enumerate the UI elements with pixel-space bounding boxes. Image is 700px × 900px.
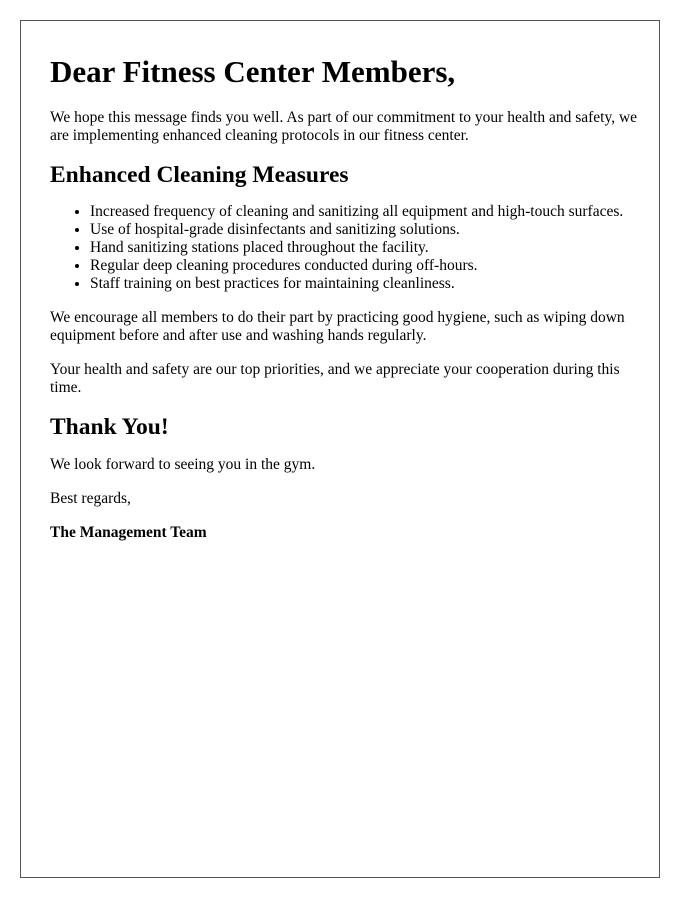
encourage-paragraph: We encourage all members to do their part by practicing good hygiene, such as wiping down equipment before and after use and washing hands regularly.: [50, 309, 625, 345]
list-item: • Regular deep cleaning procedures conducted during off-hours.: [90, 257, 640, 275]
closing-line: We look forward to seeing you in the gym.: [50, 455, 316, 473]
thanks-heading: Thank You!: [50, 414, 169, 441]
letter-content: [50, 53, 640, 558]
regards-line: Best regards,: [50, 489, 131, 507]
list-item: • Use of hospital-grade disinfectants and sanitizing solutions.: [90, 221, 640, 239]
signature: The Management Team: [50, 523, 207, 541]
priorities-paragraph: Your health and safety are our top priorities, and we appreciate your cooperation during this time.: [50, 361, 620, 397]
measures-list: [50, 203, 640, 293]
letter-salutation: Dear Fitness Center Members,: [50, 54, 456, 89]
letter-frame: [20, 20, 660, 878]
list-item: • Increased frequency of cleaning and sanitizing all equipment and high-touch surfaces.: [90, 203, 640, 221]
list-item: • Staff training on best practices for maintaining cleanliness.: [90, 275, 640, 293]
list-item: • Hand sanitizing stations placed throughout the facility.: [90, 239, 640, 257]
intro-paragraph: We hope this message finds you well. As part of our commitment to your health and safety, we are implementing enhanced cleaning protocols in our fitness center.: [50, 109, 638, 145]
measures-heading: Enhanced Cleaning Measures: [50, 162, 349, 189]
